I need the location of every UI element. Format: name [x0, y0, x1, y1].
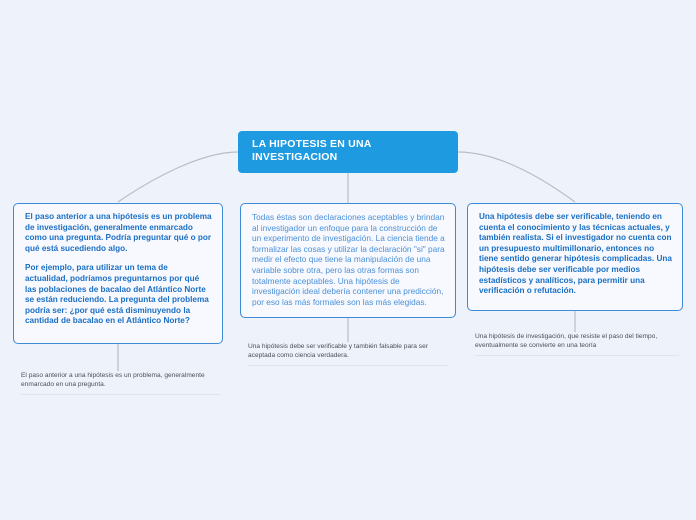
branch-node-left[interactable]: [13, 203, 223, 344]
caption-middle: Una hipótesis debe ser verificable y también falsable para ser aceptada como ciencia verdadera.: [248, 343, 448, 366]
connector-root-to-right: [458, 152, 575, 202]
branch-left-paragraph-2: Por ejemplo, para utilizar un tema de actualidad, podríamos preguntarnos por qué las poblaciones de bacalao del Atlántico Norte se están reduciendo. La pregunta del problema podría ser: ¿por qué está disminuyendo la cantidad de bacalao en el Atlántico Norte?: [25, 263, 209, 326]
branch-middle-paragraph-1: Todas éstas son declaraciones aceptables y brindan al investigador un enfoque para la construcción de un experimento de investigación. La ciencia tiende a formalizar las cosas y utilizar la declaración "si" para medir el efecto que tiene la manipulación de una variable sobre otra, pero las otras formas son totalmente aceptables. Una hipótesis de investigación ideal debería contener una predicción, por eso las más formales son las más elegidas.: [252, 212, 445, 307]
root-node[interactable]: LA HIPOTESIS EN UNA INVESTIGACION: [238, 131, 458, 173]
caption-right: Una hipótesis de investigación, que resiste el paso del tiempo, eventualmente se convierte en una teoría: [475, 333, 679, 356]
branch-right-paragraph-1: Una hipótesis debe ser verificable, teniendo en cuenta el conocimiento y las técnicas actuales, y también realista. Si el investigador no cuenta con un presupuesto multimillonario, entonces no tiene sentido generar hipótesis complicadas. Una hipótesis debe ser verificable por medios estadísticos y analíticos, para permitir una verificación o refutación.: [479, 212, 672, 296]
branch-node-right[interactable]: [467, 203, 683, 311]
connector-root-to-left: [118, 152, 238, 202]
branch-node-middle[interactable]: [240, 203, 456, 318]
branch-left-paragraph-1: El paso anterior a una hipótesis es un problema de investigación, generalmente enmarcado como una pregunta. Podría preguntar qué o por qué está sucediendo algo.: [25, 212, 212, 253]
caption-left: El paso anterior a una hipótesis es un problema, generalmente enmarcado en una pregunta.: [21, 372, 221, 395]
